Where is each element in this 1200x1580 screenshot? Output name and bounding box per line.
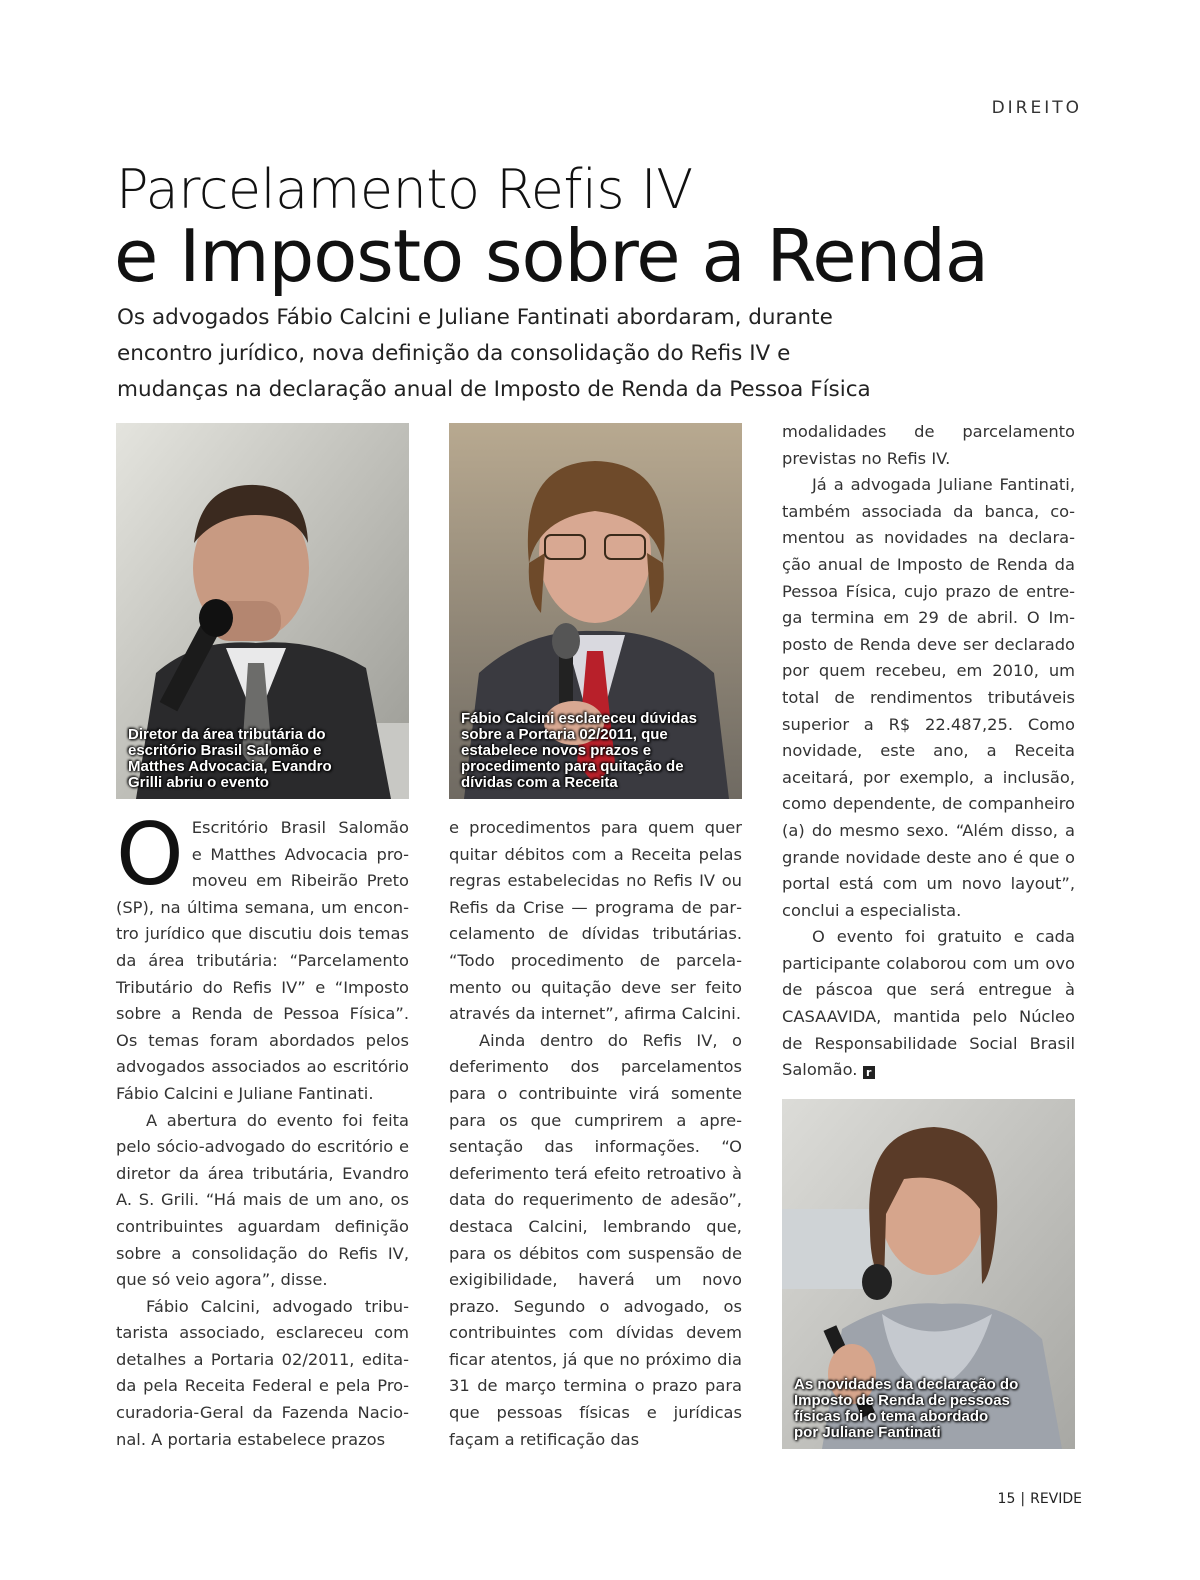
photo-evandro-grilli bbox=[116, 423, 409, 799]
paragraph: Escritório Brasil Salomão e Matthes Advocacia promoveu em Ribeirão Preto (SP), na última semana, um encontro jurídico que discutiu dois temas da área tributária: “Parcelamento Tributário do Refis IV” e “Imposto sobre a Renda de Pessoa Física”. Os temas foram abordados pelos advogados associados ao escritório Fábio Calcini e Juliane Fantinati. bbox=[116, 818, 409, 1103]
lede-line: Os advogados Fábio Calcini e Juliane Fantinati abordaram, durante bbox=[117, 305, 833, 330]
article-column-2 bbox=[449, 815, 742, 1453]
headline-line-2: e Imposto sobre a Renda bbox=[114, 214, 989, 298]
lede bbox=[117, 300, 917, 408]
paragraph: modalidades de parcelamento previstas no Refis IV. bbox=[782, 422, 1075, 468]
lede-line: mudanças na declaração anual de Imposto de Renda da Pessoa Física bbox=[117, 377, 871, 402]
paragraph-text: O evento foi gratuito e cada participante colaborou com um ovo de páscoa que será entregue à CASAAVIDA, mantida pelo Núcleo de Responsabilidade Social Brasil Salomão. bbox=[782, 927, 1075, 1080]
article-column-3 bbox=[782, 419, 1075, 1084]
section-label: DIREITO bbox=[991, 98, 1082, 118]
paragraph: A abertura do evento foi feita pelo sócio-advogado do escritório e diretor da área tributária, Evandro A. S. Grili. “Há mais de um ano, os contribuintes aguardam definição sobre a consolidação do Refis IV, que só veio agora”, disse. bbox=[116, 1110, 409, 1290]
footer-separator: | bbox=[1020, 1491, 1026, 1507]
magazine-name: REVIDE bbox=[1030, 1491, 1082, 1507]
photo-caption: Diretor da área tributária do escritório Brasil Salomão e Matthes Advocacia, Evandro Grilli abriu o evento bbox=[128, 726, 332, 791]
paragraph: Ainda dentro do Refis IV, o deferimento dos parcelamentos para o contribuinte virá somente para os que cumprirem a apresentação das informações. “O deferimento terá efeito retroativo à data do requerimento de adesão”, destaca Calcini, lembrando que, para os débitos com suspensão de exigibilidade, haverá um novo prazo. Segundo o advogado, os contribuintes com dívidas devem ficar atentos, já que no próximo dia 31 de março termina o prazo para que pessoas físicas e jurídicas façam a retificação das bbox=[449, 1030, 742, 1449]
paragraph: Fábio Calcini, advogado tributarista associado, esclareceu com detalhes a Portaria 02/2011, editada pela Receita Federal e pela Procuradoria-Geral da Fazenda Nacional. A portaria estabelece prazos bbox=[116, 1296, 409, 1449]
photo-caption: As novidades da declaração do Imposto de Renda de pessoas físicas foi o tema abordado por Juliane Fantinati bbox=[794, 1376, 1019, 1441]
paragraph: Já a advogada Juliane Fantinati, também associada da banca, comentou as novidades na declaração anual de Imposto de Renda da Pessoa Física, cujo prazo de entrega termina em 29 de abril. O Imposto de Renda deve ser declarado por quem recebeu, em 2010, um total de rendimentos tributáveis superior a R$ 22.487,25. Como novidade, este ano, a Receita aceitará, por exemplo, a inclusão, como dependente, de companheiro (a) do mesmo sexo. “Além disso, a grande novidade deste ano é que o portal está com um novo layout”, conclui a especialista. bbox=[782, 475, 1075, 920]
article-column-1 bbox=[116, 805, 409, 1453]
page-footer bbox=[998, 1491, 1082, 1507]
paragraph: e procedimentos para quem quer quitar débitos com a Receita pelas regras estabelecidas no Refis IV ou Refis da Crise — programa de parcelamento de dívidas tributárias. “Todo procedimento de parcelamento ou quitação deve ser feito através da internet”, afirma Calcini. bbox=[449, 818, 742, 1024]
end-of-article-icon: r bbox=[863, 1066, 875, 1079]
page-number: 15 bbox=[997, 1491, 1016, 1507]
headline-line-1: Parcelamento Refis IV bbox=[116, 158, 693, 221]
drop-cap: O bbox=[116, 805, 184, 905]
paragraph bbox=[782, 924, 1075, 1084]
lede-line: encontro jurídico, nova definição da consolidação do Refis IV e bbox=[117, 341, 791, 366]
photo-juliane-fantinati bbox=[782, 1099, 1075, 1449]
photo-fabio-calcini bbox=[449, 423, 742, 799]
photo-caption: Fábio Calcini esclareceu dúvidas sobre a Portaria 02/2011, que estabelece novos prazos e procedimento para quitação de dívidas com a Receita bbox=[461, 710, 697, 791]
